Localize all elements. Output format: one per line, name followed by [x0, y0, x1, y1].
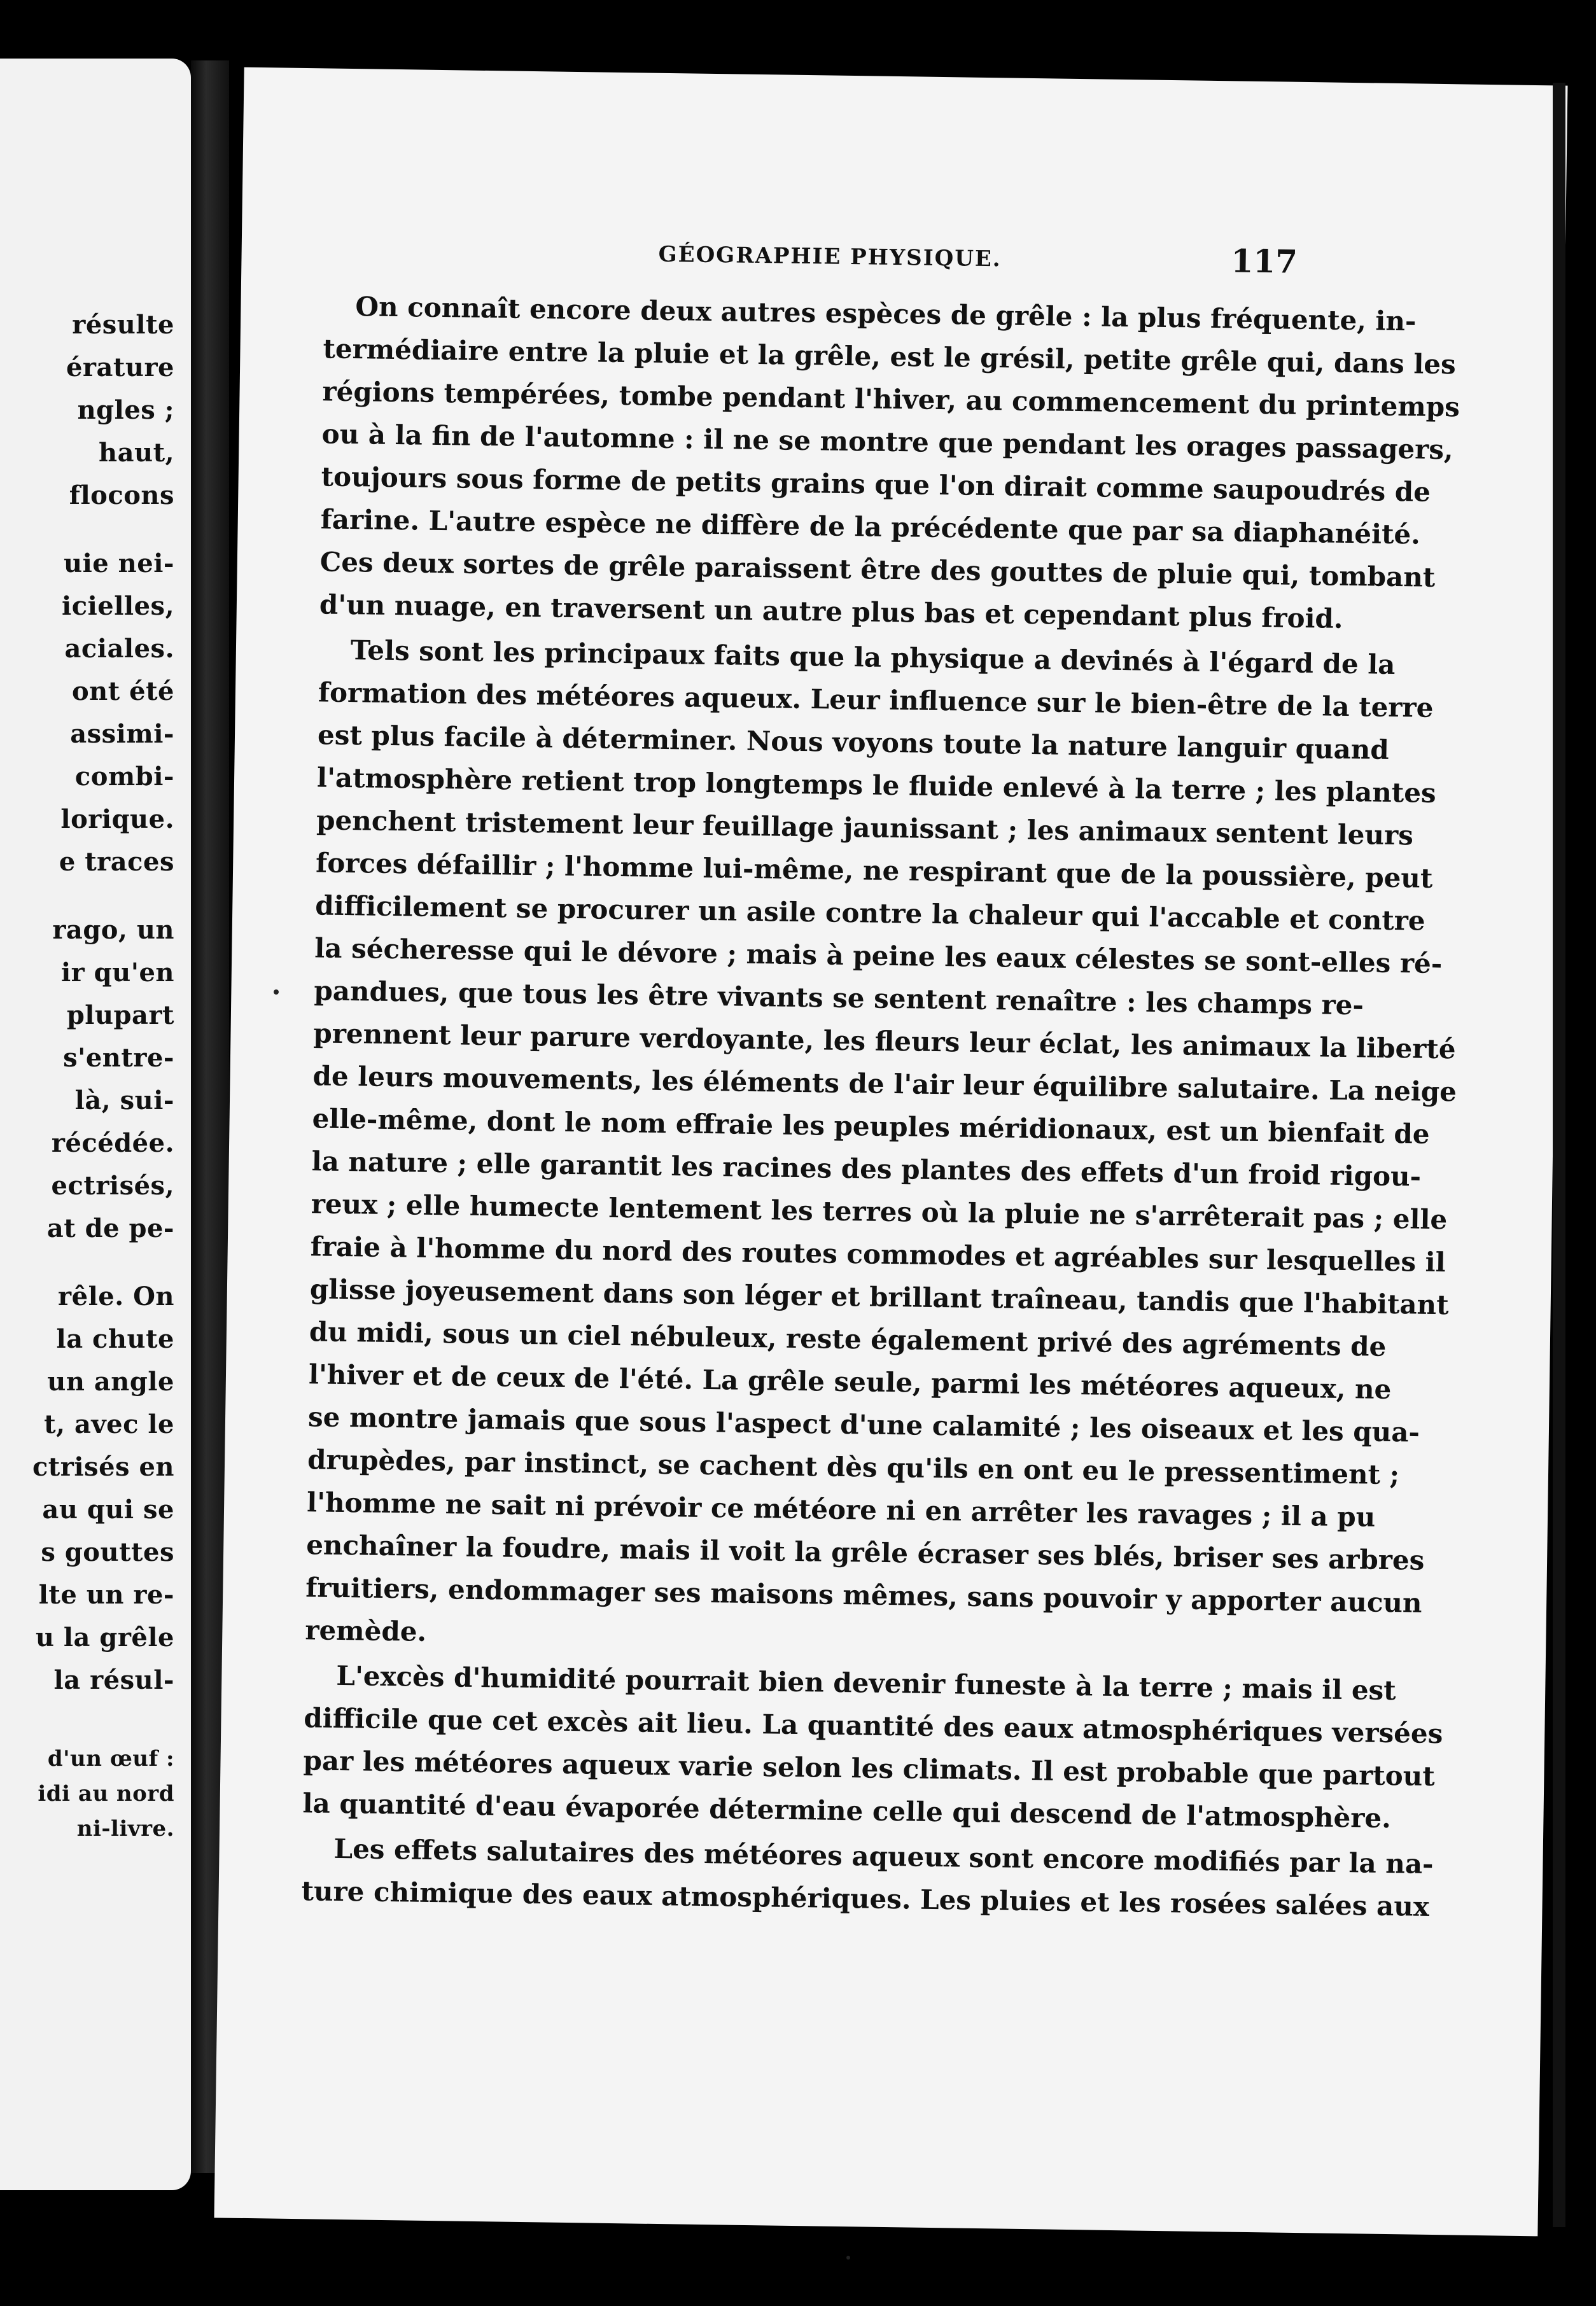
text-line: penchent tristement leur feuillage jaunissant ; les animaux sentent leurs [316, 804, 1414, 851]
paragraph [319, 284, 1460, 639]
dust-speck [846, 2256, 850, 2260]
left-page-line: un angle [47, 1367, 174, 1397]
left-page-line: e traces [59, 847, 174, 877]
text-line: l'hiver et de ceux de l'été. La grêle seule, parmi les météores aqueux, ne [308, 1359, 1392, 1406]
text-line: la quantité d'eau évaporée détermine celle qui descend de l'atmosphère. [302, 1787, 1392, 1834]
text-line: toujours sous forme de petits grains que l'on dirait comme saupoudrés de [321, 461, 1431, 508]
text-line: prennent leur parure verdoyante, les fleurs leur éclat, les animaux la liberté [313, 1017, 1456, 1065]
left-page-line: ctrisés en [32, 1452, 174, 1482]
text-line: ture chimique des eaux atmosphériques. Les pluies et les rosées salées aux [301, 1875, 1430, 1922]
text-line: par les météores aqueux varie selon les climats. Il est probable que partout [303, 1745, 1436, 1792]
left-page-line: u la grêle [35, 1623, 174, 1653]
previous-page [0, 59, 191, 2190]
text-line: la nature ; elle garantit les racines des plantes des effets d'un froid rigou- [311, 1145, 1422, 1192]
text-line: l'homme ne sait ni prévoir ce météore ni en arrêter les ravages ; il a pu [306, 1486, 1376, 1533]
left-page-line: combi- [74, 762, 174, 792]
left-page-line: rago, un [52, 915, 174, 945]
paragraph [305, 628, 1457, 1665]
left-page-line: récédée. [51, 1128, 174, 1158]
left-page-line: aciales. [64, 634, 174, 664]
paragraph [301, 1827, 1434, 1925]
text-line: L'excès d'humidité pourrait bien devenir funeste à la terre ; mais il est [336, 1660, 1397, 1707]
text-line: glisse joyeusement dans son léger et brillant traîneau, tandis que l'habitant [309, 1273, 1449, 1321]
text-line: de leurs mouvements, les éléments de l'air leur équilibre salutaire. La neige [312, 1060, 1457, 1108]
paragraph [302, 1654, 1443, 1838]
text-line: formation des météores aqueux. Leur influence sur le bien-être de la terre [318, 676, 1434, 723]
left-page-line: ngles ; [77, 395, 174, 425]
running-head-title: GÉOGRAPHIE PHYSIQUE. [658, 241, 1002, 272]
left-page-footnote-line: d'un œuf : [47, 1746, 174, 1771]
left-page-line: plupart [66, 1000, 174, 1030]
left-page-line: rêle. On [58, 1282, 174, 1311]
text-line: se montre jamais que sous l'aspect d'une calamité ; les oiseaux et les qua- [307, 1401, 1420, 1448]
text-line: Tels sont les principaux faits que la physique a devinés à l'égard de la [350, 634, 1396, 680]
text-line: Les effets salutaires des météores aqueux sont encore modifiés par la na- [333, 1833, 1434, 1880]
left-page-line: haut, [99, 438, 174, 468]
left-page-line: lte un re- [38, 1580, 174, 1610]
text-line: drupèdes, par instinct, se cachent dès qu'ils en ont eu le pressentiment ; [307, 1444, 1400, 1491]
left-page-line: s gouttes [41, 1537, 174, 1567]
left-page-footnote-line: ni-livre. [76, 1816, 174, 1841]
left-page-line: at de pe- [46, 1213, 174, 1243]
text-line: forces défaillir ; l'homme lui-même, ne respirant que de la poussière, peut [315, 847, 1433, 894]
text-line: l'atmosphère retient trop longtemps le fluide enlevé à la terre ; les plantes [316, 762, 1436, 809]
page-edge [1553, 83, 1565, 2227]
left-page-line: uie nei- [64, 549, 174, 578]
running-head [241, 236, 1565, 293]
text-line: On connaît encore deux autres espèces de grêle : la plus fréquente, in- [355, 291, 1417, 337]
page-number: 117 [1231, 242, 1298, 281]
left-page-line: t, avec le [44, 1409, 174, 1439]
left-page-line: ir qu'en [60, 958, 174, 988]
text-line: fraie à l'homme du nord des routes commodes et agréables sur lesquelles il [310, 1231, 1446, 1278]
text-line: fruitiers, endommager ses maisons mêmes, sans pouvoir y apporter aucun [305, 1572, 1422, 1619]
text-line: ou à la fin de l'automne : il ne se montre que pendant les orages passagers, [321, 418, 1453, 466]
book-page [214, 67, 1568, 2237]
left-page-line: résulte [72, 310, 174, 340]
text-line: du midi, sous un ciel nébuleux, reste également privé des agréments de [309, 1316, 1387, 1362]
text-line: la sécheresse qui le dévore ; mais à peine les eaux célestes se sont-elles ré- [314, 932, 1443, 980]
text-line: termédiaire entre la pluie et la grêle, est le grésil, petite grêle qui, dans les [323, 333, 1457, 381]
left-page-line: au qui se [42, 1495, 174, 1525]
text-line: difficile que cet excès ait lieu. La quantité des eaux atmosphériques versées [304, 1702, 1443, 1750]
dust-speck [274, 989, 279, 995]
left-page-line: la chute [56, 1324, 174, 1354]
body-text [301, 284, 1460, 1928]
left-page-line: la résul- [53, 1665, 174, 1695]
left-page-line: icielles, [62, 591, 174, 621]
text-line: difficilement se procurer un asile contre la chaleur qui l'accable et contre [314, 890, 1425, 937]
text-line: est plus facile à déterminer. Nous voyons toute la nature languir quand [317, 719, 1390, 765]
left-page-line: érature [66, 353, 174, 382]
text-line: remède. [305, 1614, 427, 1647]
left-page-line: lorique. [60, 804, 174, 834]
text-line: elle-même, dont le nom effraie les peuples méridionaux, est un bienfait de [312, 1103, 1430, 1150]
text-line: Ces deux sortes de grêle paraissent être des gouttes de pluie qui, tombant [319, 546, 1436, 593]
left-page-line: là, sui- [74, 1086, 174, 1115]
text-line: reux ; elle humecte lentement les terres où la pluie ne s'arrêterait pas ; elle [311, 1188, 1448, 1236]
left-page-line: ont été [71, 676, 174, 706]
text-line: régions tempérées, tombe pendant l'hiver, au commencement du printemps [322, 375, 1460, 423]
left-page-line: flocons [69, 480, 174, 510]
text-line: d'un nuage, en traversent un autre plus bas et cependant plus froid. [319, 589, 1343, 634]
text-line: enchaîner la foudre, mais il voit la grêle écraser ses blés, briser ses arbres [305, 1529, 1425, 1576]
left-page-line: ectrisés, [51, 1171, 174, 1201]
text-line: farine. L'autre espèce ne diffère de la précédente que par sa diaphanéité. [320, 503, 1421, 550]
left-page-footnote-line: idi au nord [38, 1781, 174, 1806]
left-page-line: s'entre- [63, 1043, 174, 1073]
left-page-line: assimi- [70, 719, 174, 749]
text-line: pandues, que tous les être vivants se sentent renaître : les champs re- [314, 975, 1364, 1021]
